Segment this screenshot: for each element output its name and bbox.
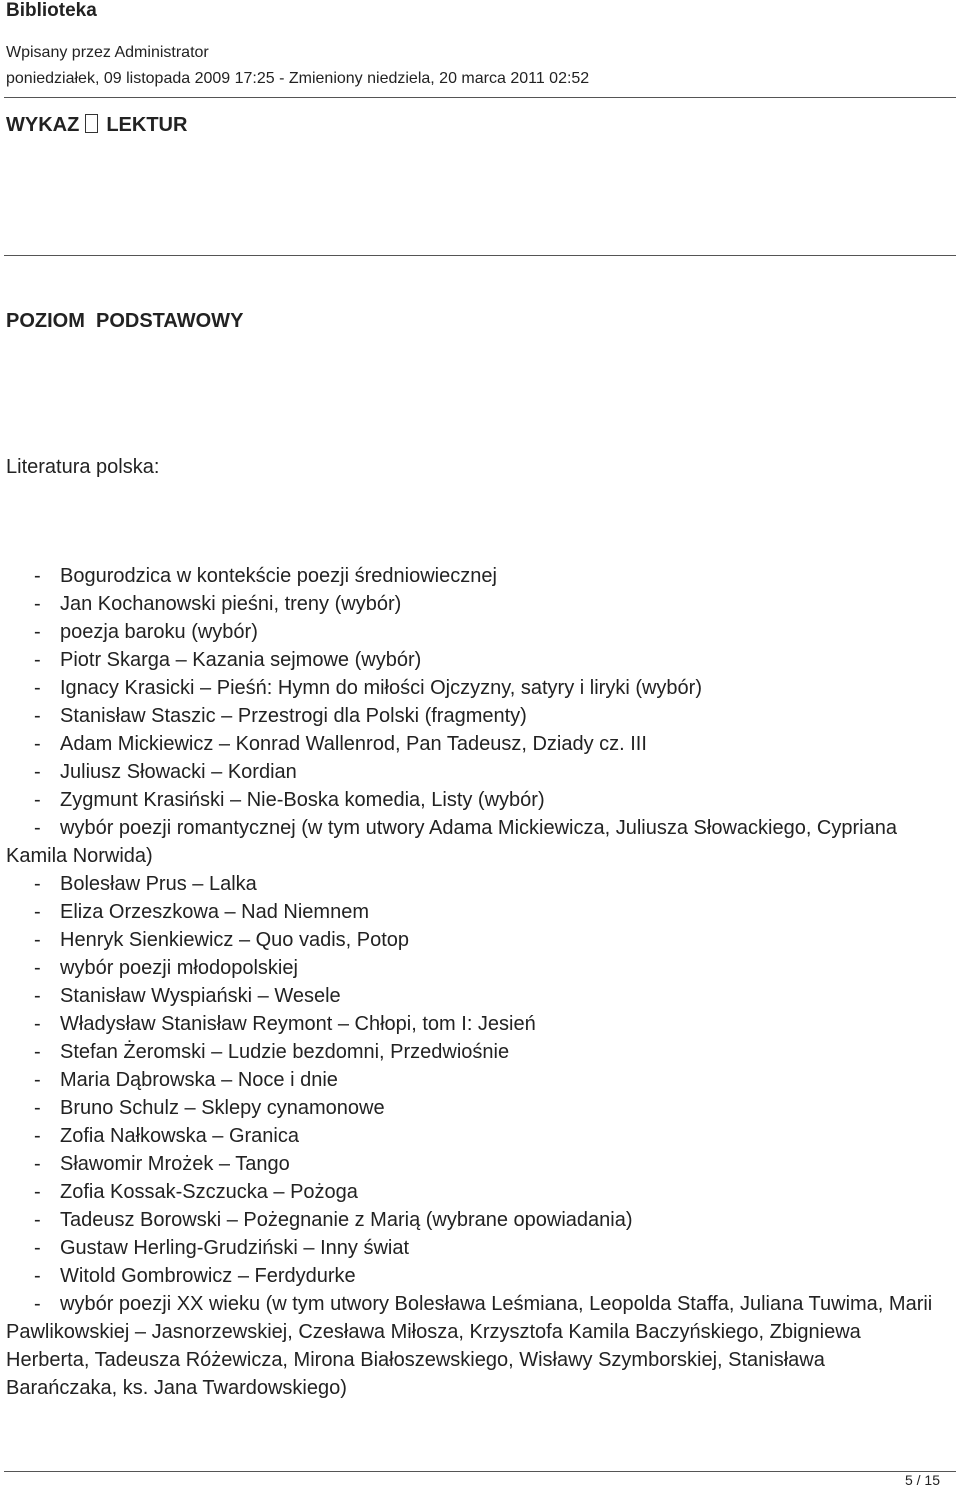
list-item-text: Henryk Sienkiewicz – Quo vadis, Potop	[60, 929, 410, 951]
list-item-text: Jan Kochanowski pieśni, treny (wybór)	[60, 593, 402, 615]
middle-divider	[4, 255, 956, 256]
list-item-text: Zofia Kossak-Szczucka – Pożoga	[60, 1181, 358, 1203]
page-indicator: 5 / 15	[904, 1472, 940, 1488]
list-item	[6, 982, 936, 1010]
list-dash: -	[34, 1237, 41, 1259]
list-dash: -	[34, 957, 41, 979]
list-dash: -	[34, 1069, 41, 1091]
list-dash: -	[34, 1293, 41, 1315]
list-item	[6, 1066, 936, 1094]
list-dash: -	[34, 1181, 41, 1203]
list-dash: -	[34, 873, 41, 895]
list-item-text: Sławomir Mrożek – Tango	[60, 1153, 290, 1175]
list-item	[6, 1206, 936, 1234]
list-dash: -	[34, 1041, 41, 1063]
list-dash: -	[34, 1265, 41, 1287]
list-dash: -	[34, 929, 41, 951]
list-dash: -	[34, 677, 41, 699]
list-item	[6, 646, 936, 674]
list-item-text: Stanisław Wyspiański – Wesele	[60, 985, 341, 1007]
level-heading: POZIOM PODSTAWOWY	[6, 310, 244, 332]
list-item	[6, 1234, 936, 1262]
list-dash: -	[34, 621, 41, 643]
list-item-text: Piotr Skarga – Kazania sejmowe (wybór)	[60, 649, 422, 671]
list-item-text: Władysław Stanisław Reymont – Chłopi, tom I: Jesień	[60, 1013, 536, 1035]
list-dash: -	[34, 649, 41, 671]
list-item-text: wybór poezji XX wieku (w tym utwory Bolesława Leśmiana, Leopolda Staffa, Juliana Tuwima, Marii Pawlikowskiej – Jasnorzewskiej, Czesława Miłosza, Krzysztofa Kamila Baczyńskiego, Zbigniewa Herberta, Tadeusza Różewicza, Mirona Białoszewskiego, Wisławy Szymborskiej, Stanisława Barańczaka, ks. Jana Twardowskiego)	[6, 1293, 933, 1399]
list-item-text: Gustaw Herling-Grudziński – Inny świat	[60, 1237, 410, 1259]
list-item-text: Bolesław Prus – Lalka	[60, 873, 257, 895]
list-item-text: wybór poezji młodopolskiej	[60, 957, 298, 979]
list-dash: -	[34, 593, 41, 615]
list-dash: -	[34, 901, 41, 923]
top-divider	[4, 97, 956, 98]
list-item	[6, 562, 936, 590]
list-item-text: Eliza Orzeszkowa – Nad Niemnem	[60, 901, 369, 923]
list-item-text: Witold Gombrowicz – Ferdydurke	[60, 1265, 356, 1287]
list-item-text: Zygmunt Krasiński – Nie-Boska komedia, Listy (wybór)	[60, 789, 545, 811]
missing-glyph-icon	[85, 114, 98, 133]
article-title-part2: LEKTUR	[106, 114, 188, 136]
list-dash: -	[34, 1209, 41, 1231]
list-item	[6, 1150, 936, 1178]
list-item	[6, 870, 936, 898]
list-item	[6, 1010, 936, 1038]
list-dash: -	[34, 1125, 41, 1147]
list-dash: -	[34, 1013, 41, 1035]
reading-list	[6, 562, 936, 1402]
list-item-text: Bruno Schulz – Sklepy cynamonowe	[60, 1097, 385, 1119]
list-item	[6, 702, 936, 730]
list-dash: -	[34, 817, 41, 839]
dates-line: poniedziałek, 09 listopada 2009 17:25 - Zmieniony niedziela, 20 marca 2011 02:52	[6, 70, 590, 87]
list-item-text: Ignacy Krasicki – Pieśń: Hymn do miłości Ojczyzny, satyry i liryki (wybór)	[60, 677, 702, 699]
list-dash: -	[34, 733, 41, 755]
list-item	[6, 1094, 936, 1122]
list-item-text: Maria Dąbrowska – Noce i dnie	[60, 1069, 338, 1091]
list-item	[6, 618, 936, 646]
list-item	[6, 758, 936, 786]
list-item-text: Stefan Żeromski – Ludzie bezdomni, Przedwiośnie	[60, 1041, 510, 1063]
site-title: Biblioteka	[6, 0, 97, 21]
list-item	[6, 1290, 936, 1402]
list-item	[6, 898, 936, 926]
list-dash: -	[34, 565, 41, 587]
list-item-text: Zofia Nałkowska – Granica	[60, 1125, 299, 1147]
list-item-text: Stanisław Staszic – Przestrogi dla Polski (fragmenty)	[60, 705, 527, 727]
list-item	[6, 1178, 936, 1206]
list-item-text: Tadeusz Borowski – Pożegnanie z Marią (wybrane opowiadania)	[60, 1209, 633, 1231]
list-item	[6, 590, 936, 618]
list-item-text: Bogurodzica w kontekście poezji średniowiecznej	[60, 565, 497, 587]
list-item	[6, 954, 936, 982]
list-item	[6, 786, 936, 814]
list-item	[6, 814, 936, 870]
list-dash: -	[34, 705, 41, 727]
list-dash: -	[34, 789, 41, 811]
list-item	[6, 926, 936, 954]
list-dash: -	[34, 1097, 41, 1119]
list-item	[6, 1038, 936, 1066]
list-item	[6, 1262, 936, 1290]
section-label: Literatura polska:	[6, 456, 160, 478]
list-item-text: Juliusz Słowacki – Kordian	[60, 761, 297, 783]
article-title-part1: WYKAZ	[6, 114, 80, 136]
list-item-text: wybór poezji romantycznej (w tym utwory Adama Mickiewicza, Juliusza Słowackiego, Cypriana Kamila Norwida)	[6, 817, 897, 867]
author-line: Wpisany przez Administrator	[6, 44, 209, 61]
article-title	[6, 114, 187, 137]
bottom-divider	[4, 1471, 956, 1472]
list-dash: -	[34, 1153, 41, 1175]
list-dash: -	[34, 985, 41, 1007]
list-item	[6, 674, 936, 702]
list-item-text: poezja baroku (wybór)	[60, 621, 258, 643]
list-item	[6, 730, 936, 758]
list-item	[6, 1122, 936, 1150]
list-item-text: Adam Mickiewicz – Konrad Wallenrod, Pan Tadeusz, Dziady cz. III	[60, 733, 647, 755]
list-dash: -	[34, 761, 41, 783]
